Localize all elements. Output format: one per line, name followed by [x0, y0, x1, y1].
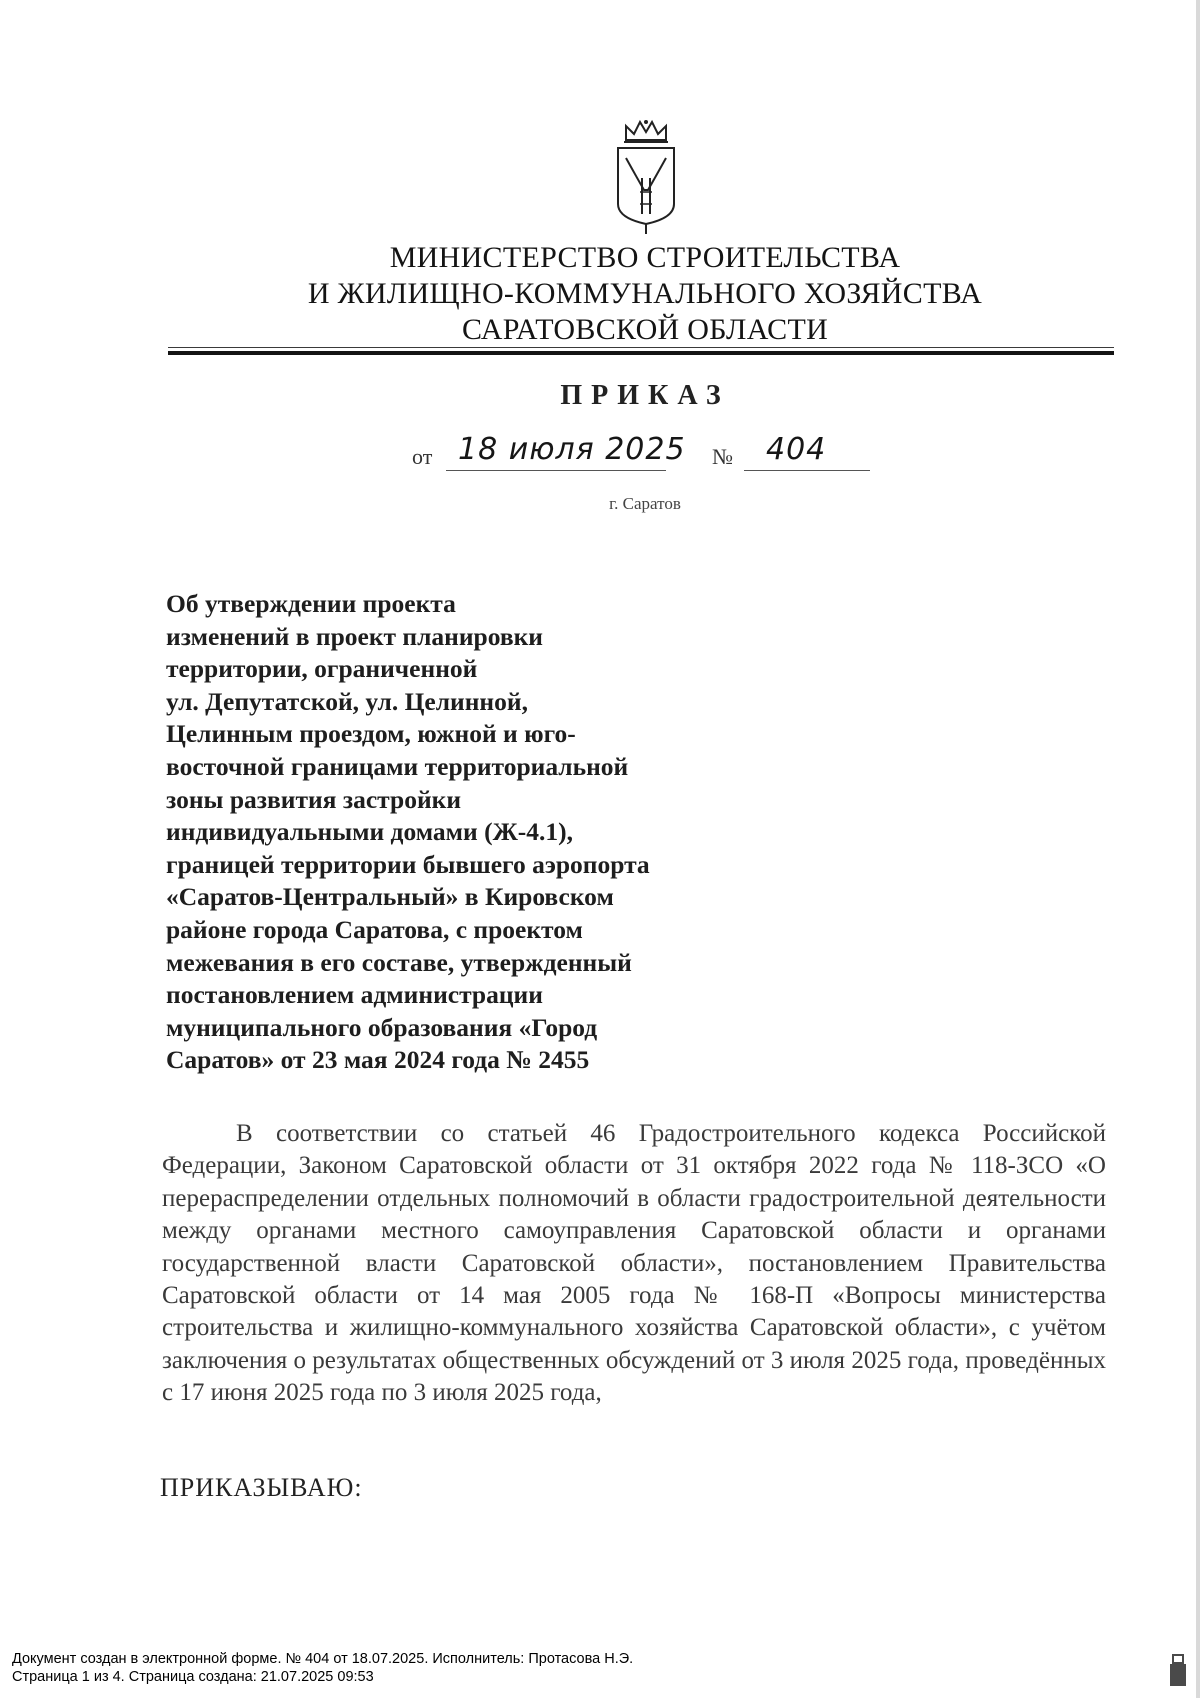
subject-line: «Саратов-Центральный» в Кировском [166, 882, 614, 912]
number-underline [744, 470, 870, 471]
page-edge [1196, 0, 1200, 1698]
header-rule-thin [168, 347, 1114, 348]
electronic-document-footer [12, 1650, 1112, 1686]
ministry-line-2: И ЖИЛИЩНО-КОММУНАЛЬНОГО ХОЗЯЙСТВА [307, 277, 983, 310]
date-label: от [412, 444, 433, 469]
subject-line: изменений в проект планировки [166, 621, 543, 651]
ministry-line-3: САРАТОВСКОЙ ОБЛАСТИ [461, 313, 829, 346]
ministry-name [150, 240, 1140, 348]
subject-line: территории, ограниченной [166, 654, 478, 684]
ministry-line-1: МИНИСТЕРСТВО СТРОИТЕЛЬСТВА [389, 241, 901, 274]
subject-line: индивидуальными домами (Ж-4.1), [166, 817, 574, 847]
subject-line: межевания в его составе, утвержденный [166, 947, 632, 977]
handwritten-date: 18 июля 2025 [458, 432, 686, 467]
handwritten-number: 404 [766, 432, 827, 467]
date-number-line [412, 432, 872, 478]
subject-line: муниципального образования «Город [166, 1012, 598, 1042]
city: г. Саратов [609, 494, 681, 513]
coat-of-arms-icon [612, 118, 680, 236]
preamble-paragraph: В соответствии со статьей 46 Градостроительного кодекса Российской Федерации, Законом Саратовской области от 31 октября 2022 года № 118-ЗСО «О перераспределении отдельных полномочий в области градостроительной деятельности между органами местного самоуправления Саратовской области и органами государственной власти Саратовской области», постановлением Правительства Саратовской области от 14 мая 2005 года № 168-П «Вопросы министерства строительства и жилищно-коммунального хозяйства Саратовской области», с учётом заключения о результатах общественных обсуждений от 3 июля 2025 года, проведённых с 17 июня 2025 года по 3 июля 2025 года, [162, 1120, 1106, 1407]
footer-line-1: Документ создан в электронной форме. № 404 от 18.07.2025. Исполнитель: Протасова Н.Э. [12, 1651, 634, 1667]
order-word: ПРИКАЗЫВАЮ: [160, 1473, 363, 1502]
subject-line: зоны развития застройки [166, 784, 462, 814]
subject-line: границей территории бывшего аэропорта [166, 849, 650, 879]
subject-line: ул. Депутатской, ул. Целинной, [166, 686, 528, 716]
subject-line: Целинным проездом, южной и юго- [166, 719, 576, 749]
subject-line: районе города Саратова, с проектом [166, 914, 583, 944]
footer-line-2: Страница 1 из 4. Страница создана: 21.07.2025 09:53 [12, 1669, 374, 1685]
date-underline [446, 470, 666, 471]
subject-line: Об утверждении проекта [166, 589, 456, 618]
number-label: № [712, 444, 733, 469]
subject-line: постановлением администрации [166, 980, 543, 1010]
header-rule-thick [168, 351, 1114, 355]
subject-line: восточной границами территориальной [166, 751, 629, 781]
order-subject [166, 588, 786, 1077]
subject-line: Саратов» от 23 мая 2024 года № 2455 [166, 1045, 590, 1075]
document-stamp-icon [1168, 1652, 1188, 1688]
document-type: ПРИКАЗ [560, 380, 730, 411]
